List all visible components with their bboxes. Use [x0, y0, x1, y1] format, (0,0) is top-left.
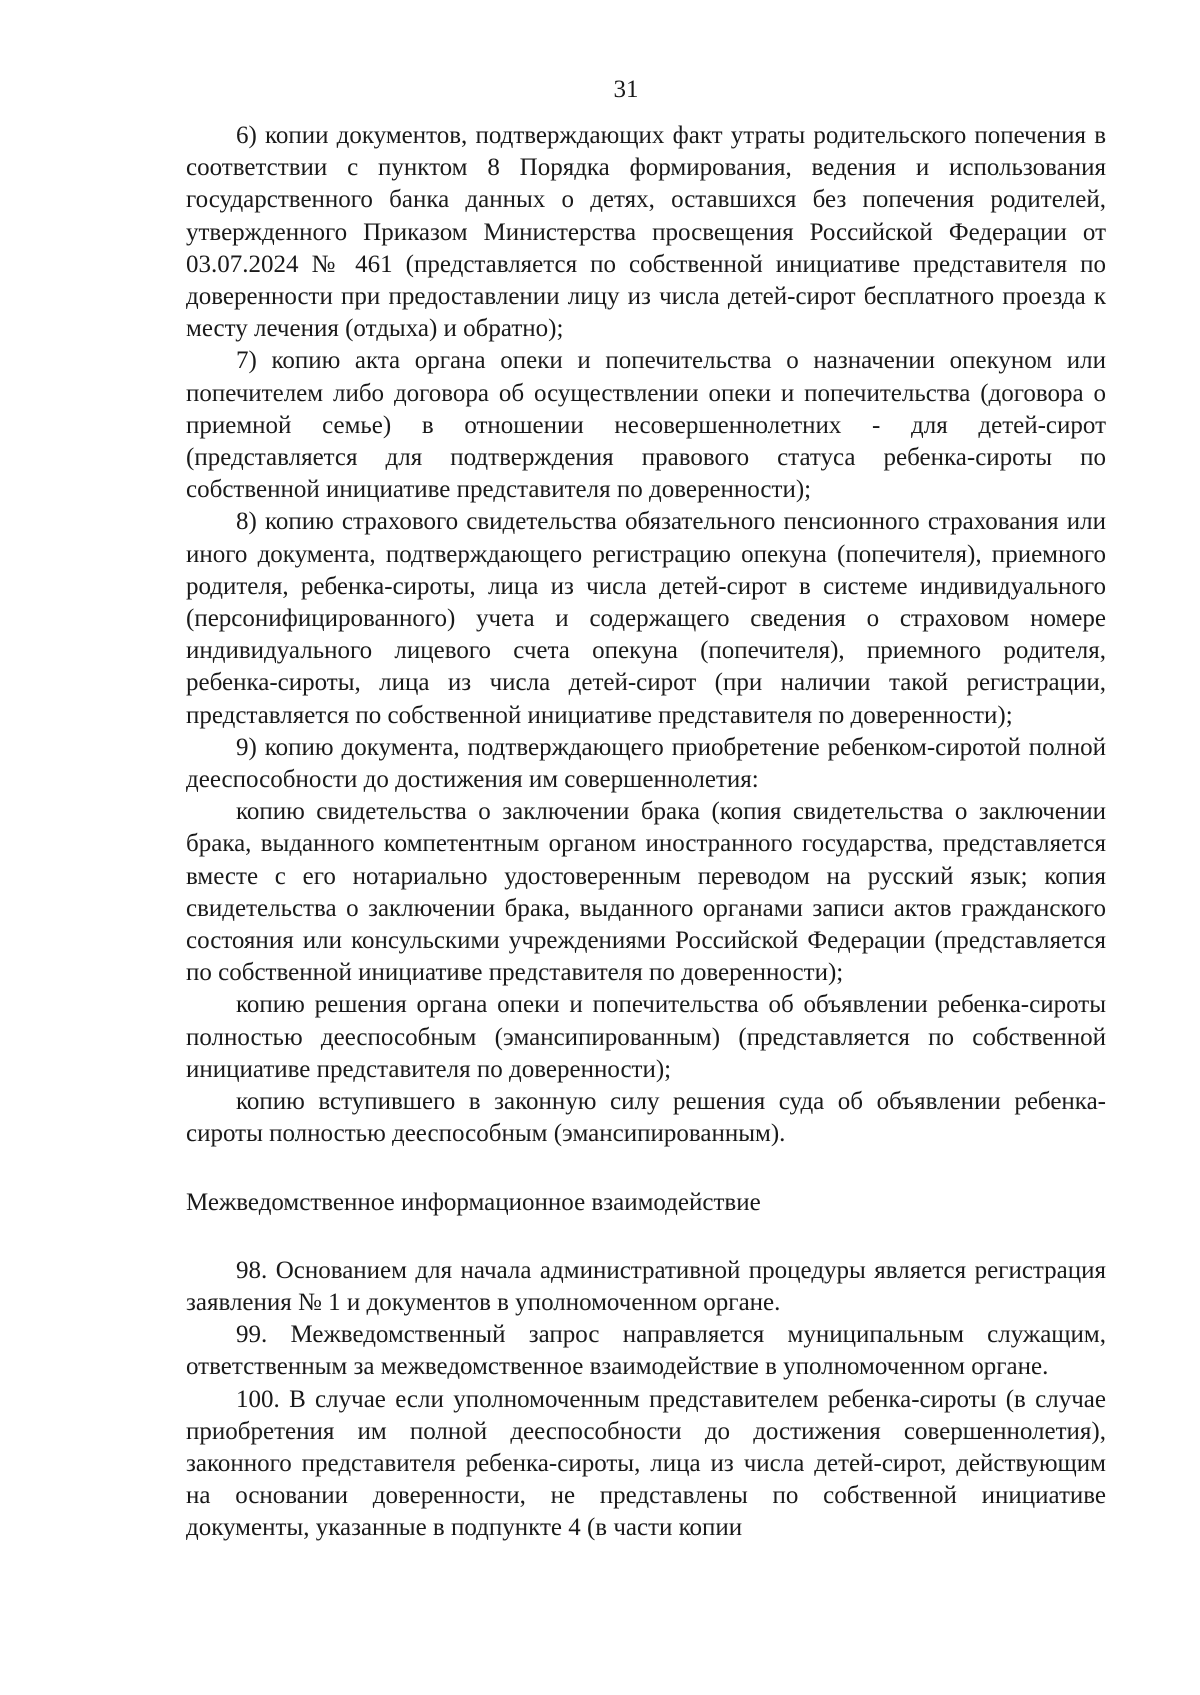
- paragraph-marriage-certificate: копию свидетельства о заключении брака (копия свидетельства о заключении брака, выданного компетентным органом иностранного государства, представляется вместе с его нотариально удостоверенным переводом на русский язык; копия свидетельства о заключении брака, выданного органами записи актов гражданского состояния или консульскими учреждениями Российской Федерации (представляется по собственной инициативе представителя по доверенности);: [186, 798, 1106, 987]
- paragraph-court-decision: копию вступившего в законную силу решения суда об объявлении ребенка-сироты полностью дееспособным (эмансипированным).: [186, 1088, 1106, 1148]
- paragraph-item-6: 6) копии документов, подтверждающих факт утраты родительского попечения в соответствии с пунктом 8 Порядка формирования, ведения и использования государственного банка данных о детях, оставшихся без попечения родителей, утвержденного Приказом Министерства просвещения Российской Федерации от 03.07.2024 № 461 (представляется по собственной инициативе представителя по доверенности при предоставлении лицу из числа детей-сирот бесплатного проезда к месту лечения (отдыха) и обратно);: [186, 122, 1106, 343]
- paragraph-item-7: 7) копию акта органа опеки и попечительства о назначении опекуном или попечителем либо договора об осуществлении опеки и попечительства (договора о приемной семье) в отношении несовершеннолетних - для детей-сирот (представляется для подтверждения правового статуса ребенка-сироты по собственной инициативе представителя по доверенности);: [186, 347, 1106, 504]
- document-body: [186, 120, 1106, 1545]
- paragraph-100: 100. В случае если уполномоченным представителем ребенка-сироты (в случае приобретения им полной дееспособности до достижения совершеннолетия), законного представителя ребенка-сироты, лица из числа детей-сирот, действующим на основании доверенности, не представлены по собственной инициативе документы, указанные в подпункте 4 (в части копии: [186, 1385, 1106, 1542]
- section-heading: Межведомственное информационное взаимодействие: [186, 1188, 761, 1216]
- page-number: 31: [613, 76, 639, 103]
- paragraph-item-8: 8) копию страхового свидетельства обязательного пенсионного страхования или иного документа, подтверждающего регистрацию опекуна (попечителя), приемного родителя, ребенка-сироты, лица из числа детей-сирот в системе индивидуального (персонифицированного) учета и содержащего сведения о страховом номере индивидуального лицевого счета опекуна (попечителя), приемного родителя, ребенка-сироты, лица из числа детей-сирот (при наличии такой регистрации, представляется по собственной инициативе представителя по доверенности);: [186, 508, 1106, 729]
- paragraph-99: 99. Межведомственный запрос направляется муниципальным служащим, ответственным за межведомственное взаимодействие в уполномоченном органе.: [186, 1321, 1106, 1381]
- paragraph-98: 98. Основанием для начала административной процедуры является регистрация заявления № 1 и документов в уполномоченном органе.: [186, 1256, 1106, 1316]
- paragraph-guardianship-decision: копию решения органа опеки и попечительства об объявлении ребенка-сироты полностью дееспособным (эмансипированным) (представляется по собственной инициативе представителя по доверенности);: [186, 991, 1106, 1083]
- paragraph-item-9: 9) копию документа, подтверждающего приобретение ребенком-сиротой полной дееспособности до достижения им совершеннолетия:: [186, 733, 1106, 794]
